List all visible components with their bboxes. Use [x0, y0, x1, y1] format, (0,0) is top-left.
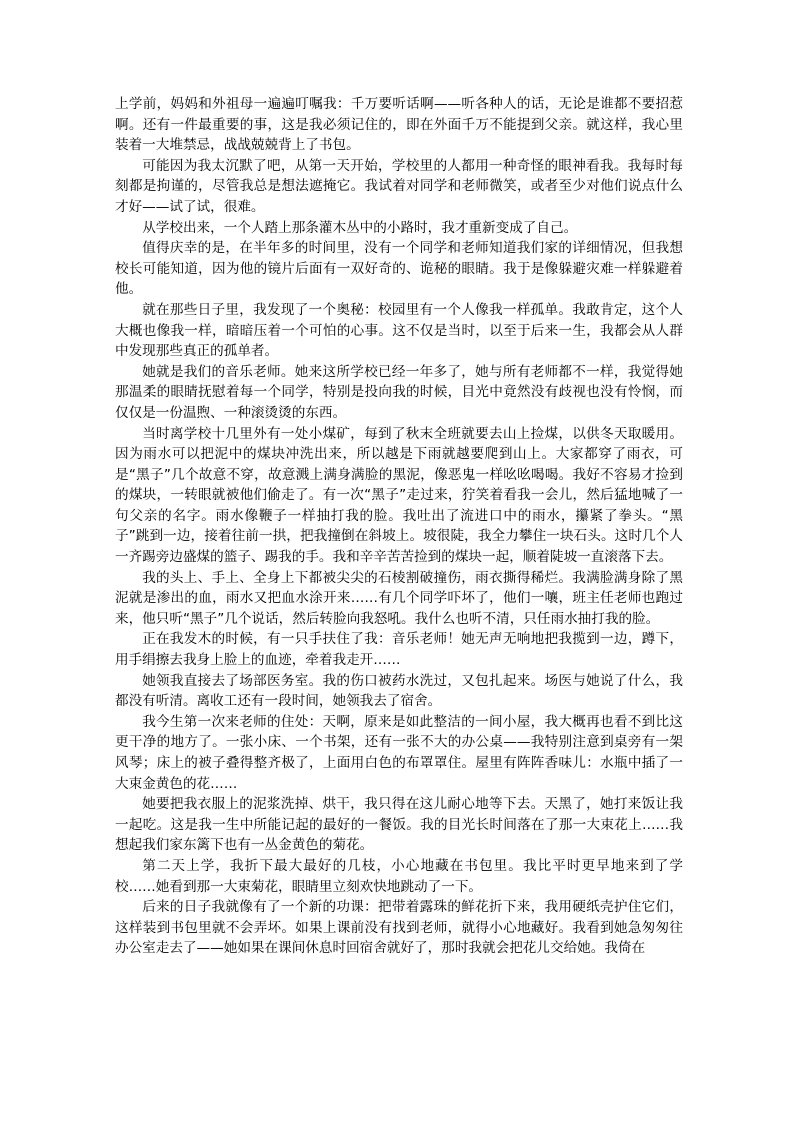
paragraph: 后来的日子我就像有了一个新的功课：把带着露珠的鲜花折下来，我用硬纸壳护住它们，这样装到书包里就不会弄坏。如果上课前没有找到老师，就得小心地藏好。我看到她急匆匆往办公室走去了——她如果在课间休息时回宿舍就好了，那时我就会把花儿交给她。我倚在: [115, 899, 683, 957]
document-page: [115, 94, 683, 959]
paragraph: 她就是我们的音乐老师。她来这所学校已经一年多了，她与所有老师都不一样，我觉得她那温柔的眼睛抚慰着每一个同学，特别是投向我的时候，目光中竟然没有歧视也没有怜悯，而仅仅是一份温煦、一种滚烫烫的东西。: [115, 363, 683, 421]
paragraph: 我的头上、手上、全身上下都被尖尖的石棱割破撞伤，雨衣撕得稀烂。我满脸满身除了黑泥就是渗出的血，雨水又把血水涂开来……有几个同学吓坏了，他们一嚷，班主任老师也跑过来，他只听“黑子”几个说话，然后转脸向我怒吼。我什么也听不清，只任雨水抽打我的脸。: [115, 569, 683, 627]
paragraph: 从学校出来，一个人踏上那条灌木丛中的小路时，我才重新变成了自己。: [142, 219, 578, 236]
paragraph: 我今生第一次来老师的住处：天啊，原来是如此整洁的一间小屋，我大概再也看不到比这更干净的地方了。一张小床、一个书架，还有一张不大的办公桌——我特别注意到桌旁有一架风琴；床上的被子叠得整齐极了，上面用白色的布罩罩住。屋里有阵阵香味儿：水瓶中插了一大束金黄色的花……: [115, 713, 683, 792]
paragraph: 正在我发木的时候，有一只手扶住了我：音乐老师！她无声无响地把我揽到一边，蹲下，用手绢擦去我身上脸上的血迹，牵着我走开……: [115, 631, 683, 669]
paragraph: 可能因为我太沉默了吧，从第一天开始，学校里的人都用一种奇怪的眼神看我。我每时每刻都是拘谨的，尽管我总是想法遮掩它。我试着对同学和老师微笑，或者至少对他们说点什么才好——试了试，很难。: [115, 157, 683, 215]
paragraph: 第二天上学，我折下最大最好的几枝，小心地藏在书包里。我比平时更早地来到了学校……她看到那一大束菊花，眼睛里立刻欢快地跳动了一下。: [115, 857, 683, 895]
paragraph: 她领我直接去了场部医务室。我的伤口被药水洗过，又包扎起来。场医与她说了什么，我都没有听清。离收工还有一段时间，她领我去了宿舍。: [115, 672, 683, 710]
paragraph: 她要把我衣服上的泥浆洗掉、烘干，我只得在这儿耐心地等下去。天黑了，她打来饭让我一起吃。这是我一生中所能记起的最好的一餐饭。我的目光长时间落在了那一大束花上……我想起我们家东篱下也有一丛金黄色的菊花。: [115, 796, 683, 854]
paragraph: 当时离学校十几里外有一处小煤矿，每到了秋末全班就要去山上捡煤，以供冬天取暖用。因为雨水可以把泥中的煤块冲洗出来，所以越是下雨就越要爬到山上。大家都穿了雨衣，可是“黑子”几个故意不穿，故意溅上满身满脸的黑泥，像恶鬼一样吆吆喝喝。我好不容易才捡到的煤块，一转眼就被他们偷走了。有一次“黑子”走过来，狞笑着看我一会儿，然后猛地喊了一句父亲的名字。雨水像鞭子一样抽打我的脸。我吐出了流进口中的雨水，攥紧了拳头。“黑子”跳到一边，接着往前一拱，把我撞倒在斜坡上。坡很陡，我全力攀住一块石头。这时几个人一齐踢旁边盛煤的篮子、踢我的手。我和辛辛苦苦捡到的煤块一起，顺着陡坡一直滚落下去。: [115, 425, 683, 566]
paragraph: 就在那些日子里，我发现了一个奥秘：校园里有一个人像我一样孤单。我敢肯定，这个人大概也像我一样，暗暗压着一个可怕的心事。这不仅是当时，以至于后来一生，我都会从人群中发现那些真正的孤单者。: [115, 301, 683, 360]
paragraph: 上学前，妈妈和外祖母一遍遍叮嘱我：千万要听话啊——听各种人的话，无论是谁都不要招惹啊。还有一件最重要的事，这是我必须记住的，即在外面千万不能提到父亲。就这样，我心里装着一大堆禁忌，战战兢兢背上了书包。: [115, 96, 683, 154]
paragraph: 值得庆幸的是，在半年多的时间里，没有一个同学和老师知道我们家的详细情况，但我想校长可能知道，因为他的镜片后面有一双好奇的、诡秘的眼睛。我于是像躲避灾难一样躲避着他。: [115, 240, 683, 298]
